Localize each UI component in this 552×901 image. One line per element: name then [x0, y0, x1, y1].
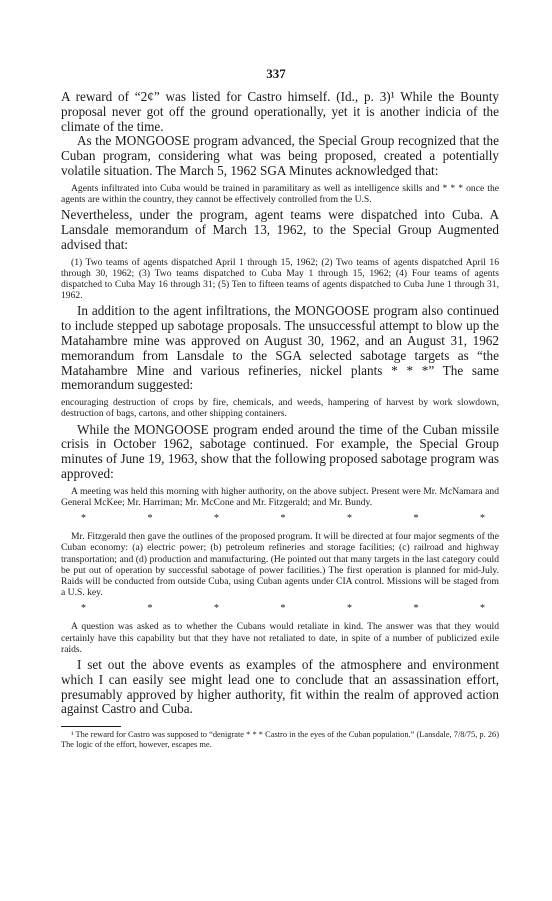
quote-fitzgerald-program: Mr. Fitzgerald then gave the outlines of the proposed program. It will be directed at four major segments of the Cuban economy: (a) electric power; (b) petroleum refineries and storage facilities; (c) railroad and highway transportation; and (d) production and manufacturing. (He pointed out that many targets in the last category could be put out of operation by successful sabotage of power facilities.) The first operation is planned for mid-July. Raids will be conducted from outside Cuba, using Cuban agents under CIA control. Missions will be staged from a U.S. key. [61, 531, 499, 599]
paragraph-conclusion: I set out the above events as examples of the atmosphere and environment which I can easily see might lead one to conclude that an assassination effort, presumably approved by higher authority, fit within the realm of approved action against Castro and Cuba. [61, 657, 499, 717]
ellipsis-row-2 [61, 601, 499, 617]
text-column [61, 90, 499, 750]
quote-lansdale-teams: (1) Two teams of agents dispatched April 1 through 15, 1962; (2) Two teams of agents dispatched April 16 through 30, 1962; (3) Two teams dispatched to Cuba May 1 through 15, 1962; (4) Four teams of agents dispatched to Cuba May 16 through 31; (5) Ten to fifteen teams of agents dispatched to Cuba June 1 through 31, 1962. [61, 256, 499, 302]
ellipsis-star: * [280, 603, 286, 615]
ellipsis-star: * [480, 603, 485, 615]
ellipsis-star: * [81, 603, 86, 615]
page-number: 337 [266, 66, 286, 81]
ellipsis-star: * [413, 513, 419, 525]
quote-sga-minutes: Agents infiltrated into Cuba would be trained in paramilitary as well as intelligence skills and * * * once the agents are within the country, they cannot be effectively controlled from the U.S. [61, 182, 499, 205]
ellipsis-star: * [214, 603, 219, 615]
footnote-rule [61, 726, 121, 727]
paragraph-agent-teams: Nevertheless, under the program, agent teams were dispatched into Cuba. A Lansdale memorandum of March 13, 1962, to the Special Group Augmented advised that: [61, 207, 499, 252]
footnote: ¹ The reward for Castro was supposed to “denigrate * * * Castro in the eyes of the Cuban population.” (Lansdale, 7/8/75, p. 26) The logic of the effort, however, escapes me. [61, 730, 499, 750]
ellipsis-star: * [413, 603, 419, 615]
paragraph-bounty: A reward of “2¢” was listed for Castro himself. (Id., p. 3)¹ While the Bounty proposal never got off the ground operationally, yet it is another indicia of the climate of the time. [61, 89, 499, 134]
ellipsis-star: * [147, 603, 153, 615]
paragraph-mongoose-advanced: As the MONGOOSE program advanced, the Special Group recognized that the Cuban program, considering what was being proposed, created a potentially volatile situation. The March 5, 1962 SGA Minutes acknowledged that: [61, 133, 499, 178]
ellipsis-star: * [280, 513, 286, 525]
paragraph-sabotage-proposals: In addition to the agent infiltrations, the MONGOOSE program also continued to include stepped up sabotage proposals. The unsuccessful attempt to blow up the Matahambre mine was approved on August 30, 1962, and an August 31, 1962 memorandum from Lansdale to the SGA selected sabotage targets as “the Matahambre Mine and various refineries, nickel plants * * *” The same memorandum suggested: [61, 303, 499, 393]
ellipsis-star: * [81, 513, 86, 525]
ellipsis-star: * [214, 513, 219, 525]
ellipsis-star: * [147, 513, 153, 525]
quote-meeting: A meeting was held this morning with higher authority, on the above subject. Present were Mr. McNamara and General McKee; Mr. Harriman; Mr. McCone and Mr. Fitzgerald; and Mr. Bundy. [61, 485, 499, 508]
ellipsis-star: * [347, 513, 352, 525]
ellipsis-star: * [347, 603, 352, 615]
ellipsis-row-1 [61, 511, 499, 527]
quote-retaliation: A question was asked as to whether the Cubans would retaliate in kind. The answer was that they would certainly have this capability but that they have not retaliated to date, in spite of a number of publicized exile raids. [61, 621, 499, 655]
paragraph-sabotage-continued: While the MONGOOSE program ended around the time of the Cuban missile crisis in October 1962, sabotage continued. For example, the Special Group minutes of June 19, 1963, show that the following proposed sabotage program was approved: [61, 421, 499, 481]
ellipsis-star: * [480, 513, 485, 525]
quote-crop-destruction: encouraging destruction of crops by fire, chemicals, and weeds, hampering of harvest by work slowdown, destruction of bags, cartons, and other shipping containers. [61, 397, 499, 420]
